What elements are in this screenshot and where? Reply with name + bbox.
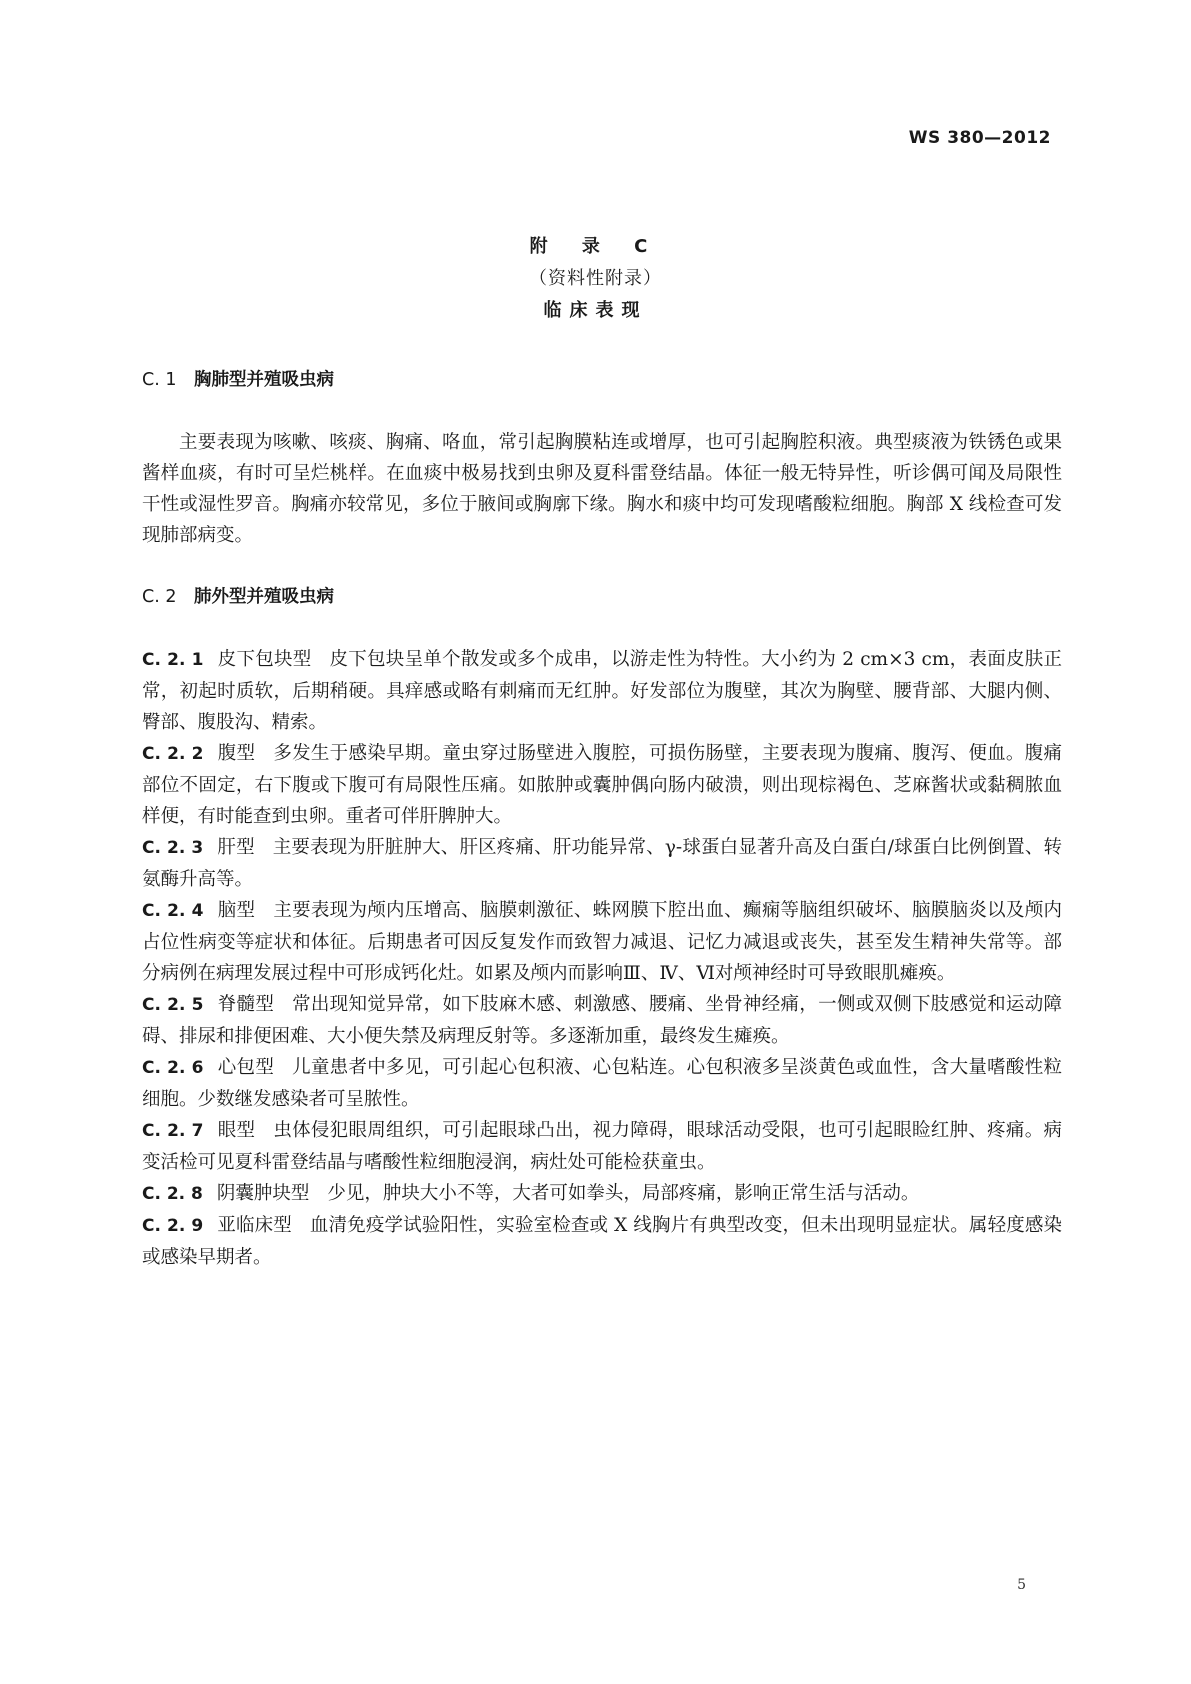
subsection-number: C. 2. 7 <box>142 1121 204 1141</box>
section-number: C. 1 <box>142 370 177 390</box>
section-c1-paragraph: 主要表现为咳嗽、咳痰、胸痛、咯血，常引起胸膜粘连或增厚，也可引起胸腔积液。典型痰液为铁锈色或果酱样血痰，有时可呈烂桃样。在血痰中极易找到虫卵及夏科雷登结晶。体征一般无特异性，听诊偶可闻及局限性干性或湿性罗音。胸痛亦较常见，多位于腋间或胸廓下缘。胸水和痰中均可发现嗜酸粒细胞。胸部 X 线检查可发现肺部病变。 <box>142 432 1062 546</box>
subsection-text: 皮下包块呈单个散发或多个成串，以游走性为特性。大小约为 2 cm×3 cm，表面皮肤正常，初起时质软，后期稍硬。具痒感或略有刺痛而无红肿。好发部位为腹壁，其次为胸壁、腰背部、大腿内侧、臀部、腹股沟、精索。 <box>142 649 1062 733</box>
subsection-c2-6 <box>142 1052 1062 1115</box>
subsection-title: 肝型 <box>217 837 255 858</box>
subsection-number: C. 2. 9 <box>142 1216 204 1236</box>
subsection-title: 皮下包块型 <box>217 649 312 670</box>
subsection-c2-2 <box>142 738 1062 832</box>
section-c2-heading <box>142 582 1062 613</box>
appendix-label: 附 录 C <box>529 236 662 257</box>
page-number: 5 <box>1017 1577 1026 1593</box>
subsection-text: 儿童患者中多见，可引起心包积液、心包粘连。心包积液多呈淡黄色或血性，含大量嗜酸性粒细胞。少数继发感染者可呈脓性。 <box>142 1057 1062 1110</box>
section-title: 肺外型并殖吸虫病 <box>194 587 334 607</box>
subsection-number: C. 2. 5 <box>142 995 204 1015</box>
subsection-title: 腹型 <box>217 743 256 764</box>
section-title: 胸肺型并殖吸虫病 <box>194 370 334 390</box>
subsection-text: 血清免疫学试验阳性，实验室检查或 X 线胸片有典型改变，但未出现明显症状。属轻度感染或感染早期者。 <box>142 1215 1062 1268</box>
subsection-number: C. 2. 6 <box>142 1058 204 1078</box>
subsection-text: 常出现知觉异常，如下肢麻木感、刺激感、腰痛、坐骨神经痛，一侧或双侧下肢感觉和运动障碍、排尿和排便困难、大小便失禁及病理反射等。多逐渐加重，最终发生瘫痪。 <box>142 994 1062 1047</box>
subsection-number: C. 2. 2 <box>142 744 204 764</box>
subsection-c2-9 <box>142 1210 1062 1273</box>
subsection-number: C. 2. 8 <box>142 1184 203 1204</box>
standard-code: WS 380—2012 <box>908 128 1051 148</box>
document-body <box>142 365 1062 1273</box>
subsection-c2-4 <box>142 895 1062 989</box>
subsection-title: 亚临床型 <box>217 1215 292 1236</box>
subsection-text: 多发生于感染早期。童虫穿过肠壁进入腹腔，可损伤肠壁，主要表现为腹痛、腹泻、便血。腹痛部位不固定，右下腹或下腹可有局限性压痛。如脓肿或囊肿偶向肠内破溃，则出现棕褐色、芝麻酱状或黏稠脓血样便，有时能查到虫卵。重者可伴肝脾肿大。 <box>142 743 1062 827</box>
subsection-title: 眼型 <box>217 1120 256 1141</box>
appendix-title: 临床表现 <box>543 300 648 321</box>
subsection-text: 主要表现为肝脏肿大、肝区疼痛、肝功能异常、γ-球蛋白显著升高及白蛋白/球蛋白比例倒置、转氨酶升高等。 <box>142 837 1062 890</box>
subsection-c2-1 <box>142 644 1062 738</box>
subsection-text: 少见，肿块大小不等，大者可如拳头，局部疼痛，影响正常生活与活动。 <box>327 1183 920 1204</box>
subsection-c2-3 <box>142 832 1062 895</box>
subsection-text: 主要表现为颅内压增高、脑膜刺激征、蛛网膜下腔出血、癫痫等脑组织破坏、脑膜脑炎以及颅内占位性病变等症状和体征。后期患者可因反复发作而致智力减退、记忆力减退或丧失，甚至发生精神失常等。部分病例在病理发展过程中可形成钙化灶。如累及颅内而影响Ⅲ、Ⅳ、Ⅵ对颅神经时可导致眼肌瘫痪。 <box>142 900 1062 984</box>
subsection-c2-8 <box>142 1178 1062 1210</box>
subsection-title: 阴囊肿块型 <box>216 1183 310 1204</box>
subsection-number: C. 2. 4 <box>142 901 204 921</box>
section-c1-heading <box>142 365 1062 396</box>
subsection-title: 心包型 <box>217 1057 275 1078</box>
subsection-title: 脑型 <box>217 900 256 921</box>
subsection-c2-7 <box>142 1115 1062 1178</box>
subsection-text: 虫体侵犯眼周组织，可引起眼球凸出，视力障碍，眼球活动受限，也可引起眼睑红肿、疼痛。病变活检可见夏科雷登结晶与嗜酸性粒细胞浸润，病灶处可能检获童虫。 <box>142 1120 1062 1173</box>
subsection-number: C. 2. 3 <box>142 838 204 858</box>
appendix-type: （资料性附录） <box>529 268 662 289</box>
subsection-title: 脊髓型 <box>217 994 275 1015</box>
section-number: C. 2 <box>142 587 177 607</box>
subsection-c2-5 <box>142 989 1062 1052</box>
subsection-number: C. 2. 1 <box>142 650 204 670</box>
